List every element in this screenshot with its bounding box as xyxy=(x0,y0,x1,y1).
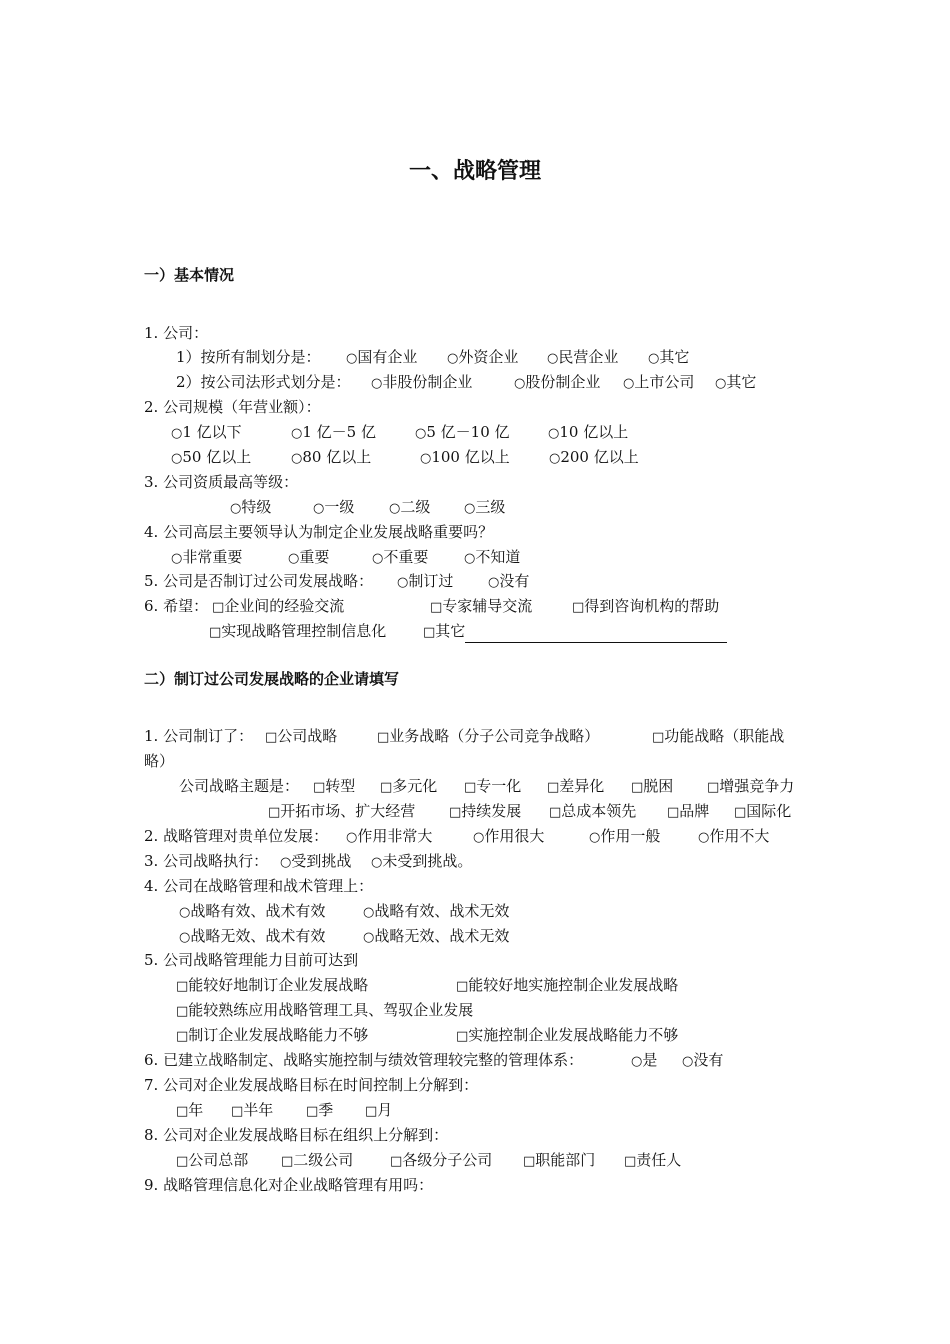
radio-icon: ○ xyxy=(371,376,383,391)
radio-icon: ○ xyxy=(548,426,560,441)
radio-icon: ○ xyxy=(313,501,325,516)
radio-icon: ○ xyxy=(288,551,300,566)
question-1: 1. 公司： xyxy=(144,324,209,342)
radio-icon: ○ xyxy=(715,376,727,391)
checkbox-option[interactable] xyxy=(707,776,794,798)
checkbox-option[interactable] xyxy=(456,975,678,997)
checkbox-option[interactable] xyxy=(313,776,355,798)
checkbox-option[interactable] xyxy=(549,801,636,823)
radio-icon: ○ xyxy=(464,501,476,516)
option-label: 国有企业 xyxy=(357,348,418,366)
s2-question-1: 1. 公司制订了： xyxy=(144,727,254,745)
checkbox-option[interactable] xyxy=(209,621,386,643)
checkbox-option[interactable] xyxy=(265,726,337,748)
option-label: 其它 xyxy=(659,348,690,366)
checkbox-option[interactable] xyxy=(377,726,599,748)
option-label: 其它 xyxy=(726,373,757,391)
radio-icon: ○ xyxy=(346,351,358,366)
s2-question-4: 4. 公司在战略管理和战术管理上： xyxy=(144,877,374,895)
radio-icon: ○ xyxy=(623,376,635,391)
option-label: 二级 xyxy=(400,498,431,516)
option-label: 非常重要 xyxy=(182,548,243,566)
radio-option[interactable] xyxy=(179,901,325,923)
checkbox-icon: □ xyxy=(624,1154,637,1169)
radio-icon: ○ xyxy=(363,905,375,920)
radio-option[interactable] xyxy=(415,422,510,444)
checkbox-icon: □ xyxy=(547,780,560,795)
radio-option[interactable] xyxy=(488,571,529,593)
checkbox-icon: □ xyxy=(281,1154,294,1169)
checkbox-option[interactable] xyxy=(734,801,791,823)
option-label: 非股份制企业 xyxy=(382,373,473,391)
checkbox-option[interactable] xyxy=(365,1100,392,1122)
option-label: 战略无效、战术无效 xyxy=(374,927,510,945)
radio-option[interactable] xyxy=(698,826,769,848)
radio-icon: ○ xyxy=(547,351,559,366)
checkbox-option[interactable] xyxy=(176,1150,248,1172)
option-label: 上市公司 xyxy=(634,373,695,391)
option-label: 200 亿以上 xyxy=(560,448,639,466)
option-label: 10 亿以上 xyxy=(559,423,629,441)
radio-icon: ○ xyxy=(372,551,384,566)
checkbox-icon: □ xyxy=(631,780,644,795)
radio-option[interactable] xyxy=(464,547,520,569)
radio-option[interactable] xyxy=(288,547,329,569)
option-label: 作用非常大 xyxy=(357,827,433,845)
radio-option[interactable] xyxy=(179,926,325,948)
option-label: 专家辅导交流 xyxy=(442,597,533,615)
option-label: 股份制企业 xyxy=(525,373,601,391)
checkbox-icon: □ xyxy=(667,805,680,820)
option-label: 职能部门 xyxy=(535,1151,596,1169)
radio-option[interactable] xyxy=(280,851,351,873)
s2-question-5: 5. 公司战略管理能力目前可达到 xyxy=(144,951,359,969)
option-label: 是 xyxy=(642,1051,658,1069)
checkbox-option[interactable] xyxy=(449,801,521,823)
radio-option[interactable] xyxy=(389,497,430,519)
option-label: 战略无效、战术有效 xyxy=(190,927,326,945)
checkbox-option[interactable] xyxy=(268,801,415,823)
option-label: 持续发展 xyxy=(461,802,522,820)
option-label: 得到咨询机构的帮助 xyxy=(584,597,720,615)
radio-icon: ○ xyxy=(447,351,459,366)
checkbox-icon: □ xyxy=(456,979,469,994)
s2-question-3: 3. 公司战略执行： xyxy=(144,852,269,870)
s2-question-2: 2. 战略管理对贵单位发展： xyxy=(144,827,329,845)
checkbox-icon: □ xyxy=(523,1154,536,1169)
option-label: 制订企业发展战略能力不够 xyxy=(188,1026,369,1044)
option-label: 二级公司 xyxy=(293,1151,354,1169)
radio-icon: ○ xyxy=(171,551,183,566)
option-label: 制订过 xyxy=(408,572,454,590)
radio-icon: ○ xyxy=(698,830,710,845)
checkbox-icon: □ xyxy=(231,1104,244,1119)
option-label: 作用一般 xyxy=(600,827,661,845)
option-label: 实现战略管理控制信息化 xyxy=(221,622,387,640)
checkbox-icon: □ xyxy=(365,1104,378,1119)
checkbox-icon: □ xyxy=(176,1004,189,1019)
option-label: 实施控制企业发展战略能力不够 xyxy=(468,1026,679,1044)
checkbox-option[interactable] xyxy=(464,776,521,798)
option-label: 没有 xyxy=(693,1051,724,1069)
checkbox-option[interactable] xyxy=(456,1025,678,1047)
option-label: 50 亿以上 xyxy=(182,448,252,466)
option-label: 各级分子公司 xyxy=(402,1151,493,1169)
radio-icon: ○ xyxy=(631,1054,643,1069)
s2-question-1-wrap: 略） xyxy=(144,752,175,770)
option-label: 80 亿以上 xyxy=(302,448,372,466)
checkbox-option[interactable] xyxy=(281,1150,353,1172)
option-label: 外资企业 xyxy=(458,348,519,366)
checkbox-icon: □ xyxy=(652,730,665,745)
checkbox-icon: □ xyxy=(212,600,225,615)
radio-option[interactable] xyxy=(589,826,660,848)
option-label: 公司总部 xyxy=(188,1151,249,1169)
option-label: 民营企业 xyxy=(558,348,619,366)
radio-option[interactable] xyxy=(363,901,509,923)
radio-option[interactable] xyxy=(363,926,509,948)
option-label: 一级 xyxy=(324,498,355,516)
checkbox-option[interactable] xyxy=(212,596,344,618)
radio-icon: ○ xyxy=(179,930,191,945)
radio-icon: ○ xyxy=(291,426,303,441)
radio-icon: ○ xyxy=(514,376,526,391)
question-4: 4. 公司高层主要领导认为制定企业发展战略重要吗？ xyxy=(144,523,494,541)
radio-option[interactable] xyxy=(631,1050,657,1072)
option-label: 作用很大 xyxy=(484,827,545,845)
option-label: 没有 xyxy=(499,572,530,590)
checkbox-icon: □ xyxy=(456,1029,469,1044)
radio-option[interactable] xyxy=(371,372,472,394)
option-label: 未受到挑战。 xyxy=(382,852,473,870)
option-label: 品牌 xyxy=(679,802,710,820)
checkbox-icon: □ xyxy=(449,805,462,820)
radio-icon: ○ xyxy=(589,830,601,845)
radio-icon: ○ xyxy=(346,830,358,845)
checkbox-option[interactable] xyxy=(624,1150,681,1172)
option-label: 作用不大 xyxy=(709,827,770,845)
section-heading-basic: 一）基本情况 xyxy=(144,266,235,284)
checkbox-option[interactable] xyxy=(667,801,709,823)
option-label: 季 xyxy=(318,1101,334,1119)
radio-icon: ○ xyxy=(171,426,183,441)
option-label: 业务战略（分子公司竞争战略） xyxy=(389,727,600,745)
checkbox-option[interactable] xyxy=(652,726,784,748)
radio-option[interactable] xyxy=(291,447,371,469)
checkbox-option[interactable] xyxy=(430,596,532,618)
radio-icon: ○ xyxy=(363,930,375,945)
checkbox-icon: □ xyxy=(430,600,443,615)
option-label: 多元化 xyxy=(392,777,438,795)
checkbox-icon: □ xyxy=(423,625,436,640)
option-label: 月 xyxy=(377,1101,393,1119)
radio-icon: ○ xyxy=(291,451,303,466)
option-label: 1 亿－5 亿 xyxy=(302,423,376,441)
radio-option[interactable] xyxy=(420,447,510,469)
checkbox-option[interactable] xyxy=(231,1100,273,1122)
checkbox-icon: □ xyxy=(464,780,477,795)
radio-icon: ○ xyxy=(397,575,409,590)
option-label: 责任人 xyxy=(636,1151,682,1169)
question-1-1-label: 1）按所有制划分是： xyxy=(176,348,321,366)
radio-icon: ○ xyxy=(371,855,383,870)
radio-option[interactable] xyxy=(514,372,600,394)
option-label: 不知道 xyxy=(475,548,521,566)
checkbox-icon: □ xyxy=(572,600,585,615)
checkbox-icon: □ xyxy=(707,780,720,795)
option-label: 重要 xyxy=(299,548,330,566)
radio-icon: ○ xyxy=(179,905,191,920)
radio-option[interactable] xyxy=(547,347,618,369)
radio-option[interactable] xyxy=(548,422,628,444)
checkbox-icon: □ xyxy=(377,730,390,745)
option-label: 总成本领先 xyxy=(561,802,637,820)
option-label: 1 亿以下 xyxy=(182,423,242,441)
checkbox-option[interactable] xyxy=(390,1150,492,1172)
radio-option[interactable] xyxy=(623,372,694,394)
radio-option[interactable] xyxy=(346,347,417,369)
radio-option[interactable] xyxy=(372,547,428,569)
radio-option[interactable] xyxy=(464,497,505,519)
option-label: 差异化 xyxy=(559,777,605,795)
option-label: 100 亿以上 xyxy=(431,448,510,466)
theme-label: 公司战略主题是： xyxy=(179,777,300,795)
radio-option[interactable] xyxy=(346,826,432,848)
question-1-1 xyxy=(176,347,321,367)
option-label: 半年 xyxy=(243,1101,274,1119)
radio-icon: ○ xyxy=(682,1054,694,1069)
option-label: 能较熟练应用战略管理工具、驾驭企业发展 xyxy=(188,1001,474,1019)
radio-icon: ○ xyxy=(420,451,432,466)
radio-option[interactable] xyxy=(171,422,242,444)
option-label: 受到挑战 xyxy=(291,852,352,870)
radio-option[interactable] xyxy=(397,571,453,593)
checkbox-icon: □ xyxy=(268,805,281,820)
page-title: 一、战略管理 xyxy=(408,159,541,184)
checkbox-icon: □ xyxy=(176,1104,189,1119)
checkbox-option[interactable] xyxy=(176,975,368,997)
option-label: 脱困 xyxy=(643,777,674,795)
s2-question-6: 6. 已建立战略制定、战略实施控制与绩效管理较完整的管理体系： xyxy=(144,1051,584,1069)
question-6: 6. 希望： xyxy=(144,597,209,615)
checkbox-icon: □ xyxy=(265,730,278,745)
option-label: 能较好地实施控制企业发展战略 xyxy=(468,976,679,994)
option-label: 企业间的经验交流 xyxy=(224,597,345,615)
other-fill-line[interactable] xyxy=(465,628,727,643)
radio-icon: ○ xyxy=(171,451,183,466)
option-label: 年 xyxy=(188,1101,204,1119)
radio-option[interactable] xyxy=(230,497,271,519)
checkbox-option[interactable] xyxy=(380,776,437,798)
radio-option[interactable] xyxy=(171,447,251,469)
checkbox-option-other[interactable] xyxy=(423,621,727,643)
radio-option[interactable] xyxy=(473,826,544,848)
radio-option[interactable] xyxy=(447,347,518,369)
option-label: 能较好地制订企业发展战略 xyxy=(188,976,369,994)
option-label: 5 亿－10 亿 xyxy=(426,423,510,441)
option-label: 战略有效、战术无效 xyxy=(374,902,510,920)
checkbox-option[interactable] xyxy=(176,1025,368,1047)
checkbox-option[interactable] xyxy=(523,1150,595,1172)
checkbox-option[interactable] xyxy=(547,776,604,798)
checkbox-icon: □ xyxy=(176,1154,189,1169)
radio-option[interactable] xyxy=(682,1050,723,1072)
checkbox-option[interactable] xyxy=(306,1100,333,1122)
radio-option[interactable] xyxy=(291,422,376,444)
checkbox-option[interactable] xyxy=(631,776,673,798)
radio-icon: ○ xyxy=(549,451,561,466)
radio-option[interactable] xyxy=(715,372,756,394)
radio-option[interactable] xyxy=(648,347,689,369)
radio-option[interactable] xyxy=(171,547,242,569)
radio-icon: ○ xyxy=(415,426,427,441)
radio-icon: ○ xyxy=(473,830,485,845)
checkbox-icon: □ xyxy=(380,780,393,795)
radio-icon: ○ xyxy=(648,351,660,366)
question-5: 5. 公司是否制订过公司发展战略： xyxy=(144,572,374,590)
checkbox-icon: □ xyxy=(313,780,326,795)
s2-question-7: 7. 公司对企业发展战略目标在时间控制上分解到： xyxy=(144,1076,479,1094)
option-label: 开拓市场、扩大经营 xyxy=(280,802,416,820)
checkbox-option[interactable] xyxy=(176,1000,473,1022)
checkbox-icon: □ xyxy=(549,805,562,820)
option-label: 其它 xyxy=(435,622,466,640)
checkbox-icon: □ xyxy=(734,805,747,820)
option-label: 特级 xyxy=(241,498,272,516)
radio-option[interactable] xyxy=(313,497,354,519)
option-label: 不重要 xyxy=(383,548,429,566)
radio-icon: ○ xyxy=(389,501,401,516)
s2-question-9: 9. 战略管理信息化对企业战略管理有用吗： xyxy=(144,1176,434,1194)
question-3: 3. 公司资质最高等级： xyxy=(144,473,299,491)
radio-option[interactable] xyxy=(371,851,472,873)
question-1-2-label: 2）按公司法形式划分是： xyxy=(176,373,351,391)
option-label: 国际化 xyxy=(746,802,792,820)
option-label: 战略有效、战术有效 xyxy=(190,902,326,920)
checkbox-icon: □ xyxy=(176,1029,189,1044)
radio-icon: ○ xyxy=(280,855,292,870)
checkbox-option[interactable] xyxy=(176,1100,203,1122)
radio-icon: ○ xyxy=(230,501,242,516)
checkbox-icon: □ xyxy=(176,979,189,994)
question-2: 2. 公司规模（年营业额）： xyxy=(144,398,321,416)
section-heading-strategy: 二）制订过公司发展战略的企业请填写 xyxy=(144,670,400,688)
checkbox-icon: □ xyxy=(306,1104,319,1119)
option-label: 公司战略 xyxy=(277,727,338,745)
checkbox-icon: □ xyxy=(390,1154,403,1169)
option-label: 三级 xyxy=(475,498,506,516)
radio-option[interactable] xyxy=(549,447,639,469)
option-label: 功能战略（职能战 xyxy=(664,727,785,745)
s2-question-8: 8. 公司对企业发展战略目标在组织上分解到： xyxy=(144,1126,449,1144)
radio-icon: ○ xyxy=(488,575,500,590)
option-label: 转型 xyxy=(325,777,356,795)
checkbox-option[interactable] xyxy=(572,596,719,618)
option-label: 增强竞争力 xyxy=(719,777,795,795)
option-label: 专一化 xyxy=(476,777,522,795)
radio-icon: ○ xyxy=(464,551,476,566)
checkbox-icon: □ xyxy=(209,625,222,640)
